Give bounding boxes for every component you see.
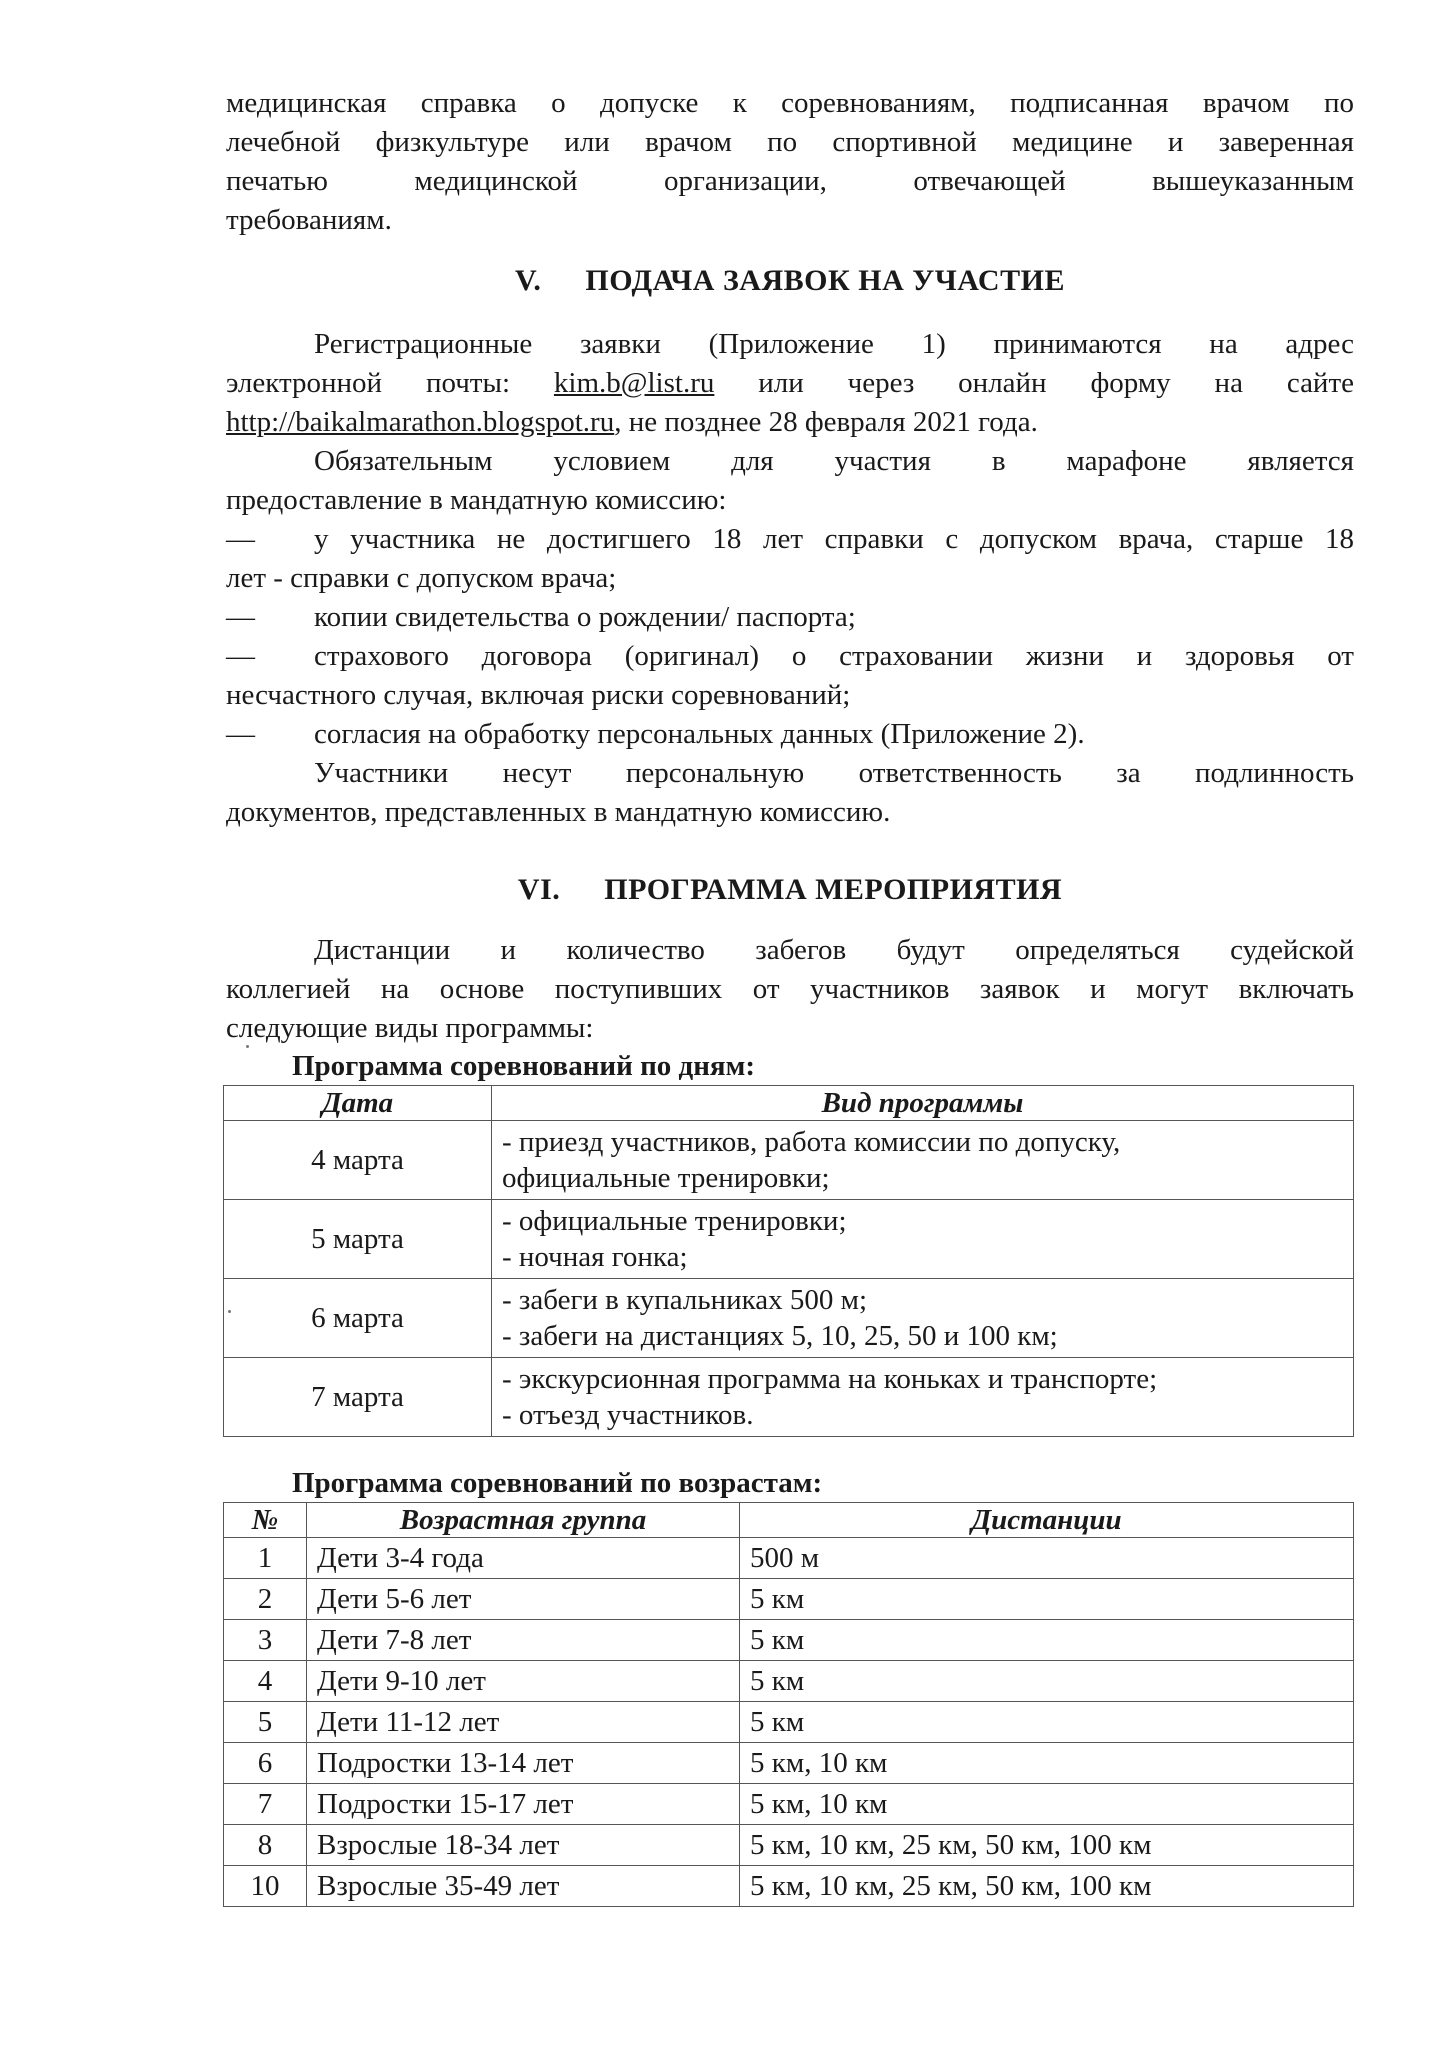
row-number-cell: 5 <box>224 1702 307 1743</box>
program-line: официальные тренировки; <box>502 1162 830 1194</box>
date-cell: 7 марта <box>224 1358 492 1437</box>
row-number-cell: 2 <box>224 1579 307 1620</box>
distances-cell: 5 км, 10 км, 25 км, 50 км, 100 км <box>740 1825 1354 1866</box>
age-group-cell: Взрослые 35-49 лет <box>307 1866 740 1907</box>
row-number-cell: 3 <box>224 1620 307 1661</box>
section-6-title: ПРОГРАММА МЕРОПРИЯТИЯ <box>604 873 1063 906</box>
registration-line: Регистрационные заявки (Приложение 1) принимаются на адрес <box>314 328 1354 360</box>
date-cell: 4 марта <box>224 1121 492 1200</box>
deadline-text: , не позднее 28 февраля 2021 года. <box>614 406 1038 438</box>
intro-line: печатью медицинской организации, отвечающей вышеуказанным <box>226 165 1354 197</box>
program-cell <box>492 1121 1354 1200</box>
intro-line: медицинская справка о допуске к соревнованиям, подписанная врачом по <box>226 87 1354 119</box>
dash-bullet: — <box>226 718 255 750</box>
distances-cell: 5 км, 10 км <box>740 1743 1354 1784</box>
section-6-body <box>226 931 1354 1048</box>
age-group-column-header: Возрастная группа <box>307 1503 740 1538</box>
intro-paragraph <box>226 84 1354 240</box>
program-line: - официальные тренировки; <box>502 1205 847 1237</box>
distances-column-header: Дистанции <box>740 1503 1354 1538</box>
table-row <box>224 1702 1354 1743</box>
days-table-title: Программа соревнований по дням: <box>292 1050 756 1082</box>
table-row <box>224 1866 1354 1907</box>
table-row <box>224 1620 1354 1661</box>
date-cell: 5 марта <box>224 1200 492 1279</box>
responsibility-line-2: документов, представленных в мандатную комиссию. <box>226 796 891 828</box>
requirement-text: согласия на обработку персональных данных (Приложение 2). <box>314 718 1085 750</box>
distances-cell: 5 км, 10 км <box>740 1784 1354 1825</box>
dash-bullet: — <box>226 601 255 633</box>
table-header-row <box>224 1086 1354 1121</box>
row-number-cell: 7 <box>224 1784 307 1825</box>
email-link[interactable]: kim.b@list.ru <box>553 367 715 399</box>
section-5-number: V. <box>515 264 542 297</box>
section-5-title: ПОДАЧА ЗАЯВОК НА УЧАСТИЕ <box>585 264 1065 297</box>
section-6-heading <box>226 873 1354 907</box>
table-row <box>224 1784 1354 1825</box>
distances-cell: 5 км <box>740 1579 1354 1620</box>
requirement-intro-2: предоставление в мандатную комиссию: <box>226 484 727 516</box>
registration-line-3 <box>226 403 1354 442</box>
program-line: - ночная гонка; <box>502 1241 688 1273</box>
table-header-row <box>224 1503 1354 1538</box>
requirement-text: копии свидетельства о рождении/ паспорта; <box>314 601 856 633</box>
age-group-cell: Дети 3-4 года <box>307 1538 740 1579</box>
table-row <box>224 1661 1354 1702</box>
table-row <box>224 1358 1354 1437</box>
ages-table-title: Программа соревнований по возрастам: <box>292 1467 823 1499</box>
distances-cell: 500 м <box>740 1538 1354 1579</box>
registration-line-2 <box>226 364 1354 403</box>
requirement-intro: Обязательным условием для участия в марафоне является <box>314 445 1354 477</box>
table-row <box>224 1579 1354 1620</box>
row-number-cell: 1 <box>224 1538 307 1579</box>
row-number-cell: 10 <box>224 1866 307 1907</box>
age-group-cell: Взрослые 18-34 лет <box>307 1825 740 1866</box>
requirement-item <box>226 520 1354 559</box>
table-row <box>224 1743 1354 1784</box>
requirement-item <box>226 637 1354 676</box>
dash-bullet: — <box>226 523 255 555</box>
days-program-table <box>223 1085 1354 1437</box>
age-group-cell: Дети 11-12 лет <box>307 1702 740 1743</box>
date-cell: 6 марта <box>224 1279 492 1358</box>
requirement-item <box>226 598 1354 637</box>
program-line: - забеги в купальниках 500 м; <box>502 1284 868 1316</box>
requirement-text: страхового договора (оригинал) о страховании жизни и здоровья от <box>314 640 1354 672</box>
intro-line: требованиям. <box>226 204 392 236</box>
row-number-cell: 6 <box>224 1743 307 1784</box>
distances-cell: 5 км, 10 км, 25 км, 50 км, 100 км <box>740 1866 1354 1907</box>
ages-program-table <box>223 1502 1354 1907</box>
online-form-text: или через онлайн форму на сайте <box>758 367 1354 399</box>
distances-cell: 5 км <box>740 1620 1354 1661</box>
section-5-heading <box>226 264 1354 298</box>
distances-cell: 5 км <box>740 1702 1354 1743</box>
date-column-header: Дата <box>224 1086 492 1121</box>
section-5-body <box>226 325 1354 832</box>
age-group-cell: Дети 5-6 лет <box>307 1579 740 1620</box>
age-group-cell: Подростки 15-17 лет <box>307 1784 740 1825</box>
dash-bullet: — <box>226 640 255 672</box>
age-group-cell: Подростки 13-14 лет <box>307 1743 740 1784</box>
table-row <box>224 1121 1354 1200</box>
responsibility-line: Участники несут персональную ответственность за подлинность <box>314 757 1354 789</box>
row-number-cell: 4 <box>224 1661 307 1702</box>
requirement-item-cont: лет - справки с допуском врача; <box>226 562 617 594</box>
scan-speck <box>228 1310 231 1313</box>
program-line: следующие виды программы: <box>226 1012 594 1044</box>
table-row <box>224 1279 1354 1358</box>
program-line: - приезд участников, работа комиссии по допуску, <box>502 1126 1121 1158</box>
distances-cell: 5 км <box>740 1661 1354 1702</box>
age-group-cell: Дети 7-8 лет <box>307 1620 740 1661</box>
program-line: - забеги на дистанциях 5, 10, 25, 50 и 100 км; <box>502 1320 1058 1352</box>
requirement-item <box>226 715 1354 754</box>
number-column-header: № <box>224 1503 307 1538</box>
program-cell <box>492 1358 1354 1437</box>
program-column-header: Вид программы <box>492 1086 1354 1121</box>
table-row <box>224 1200 1354 1279</box>
program-cell <box>492 1200 1354 1279</box>
requirement-text: у участника не достигшего 18 лет справки с допуском врача, старше 18 <box>314 523 1354 555</box>
section-6-number: VI. <box>517 873 561 906</box>
program-cell <box>492 1279 1354 1358</box>
table-row <box>224 1538 1354 1579</box>
requirement-item-cont: несчастного случая, включая риски соревнований; <box>226 679 851 711</box>
program-line: - отъезд участников. <box>502 1399 754 1431</box>
program-line: - экскурсионная программа на коньках и транспорте; <box>502 1363 1158 1395</box>
age-group-cell: Дети 9-10 лет <box>307 1661 740 1702</box>
table-row <box>224 1825 1354 1866</box>
intro-line: лечебной физкультуре или врачом по спортивной медицине и заверенная <box>226 126 1354 158</box>
email-label: электронной почты: <box>226 367 511 399</box>
scan-speck <box>246 1045 249 1048</box>
row-number-cell: 8 <box>224 1825 307 1866</box>
program-line: Дистанции и количество забегов будут определяться судейской <box>314 934 1354 966</box>
program-line: коллегией на основе поступивших от участников заявок и могут включать <box>226 973 1354 1005</box>
website-link[interactable]: http://baikalmarathon.blogspot.ru <box>226 406 615 438</box>
